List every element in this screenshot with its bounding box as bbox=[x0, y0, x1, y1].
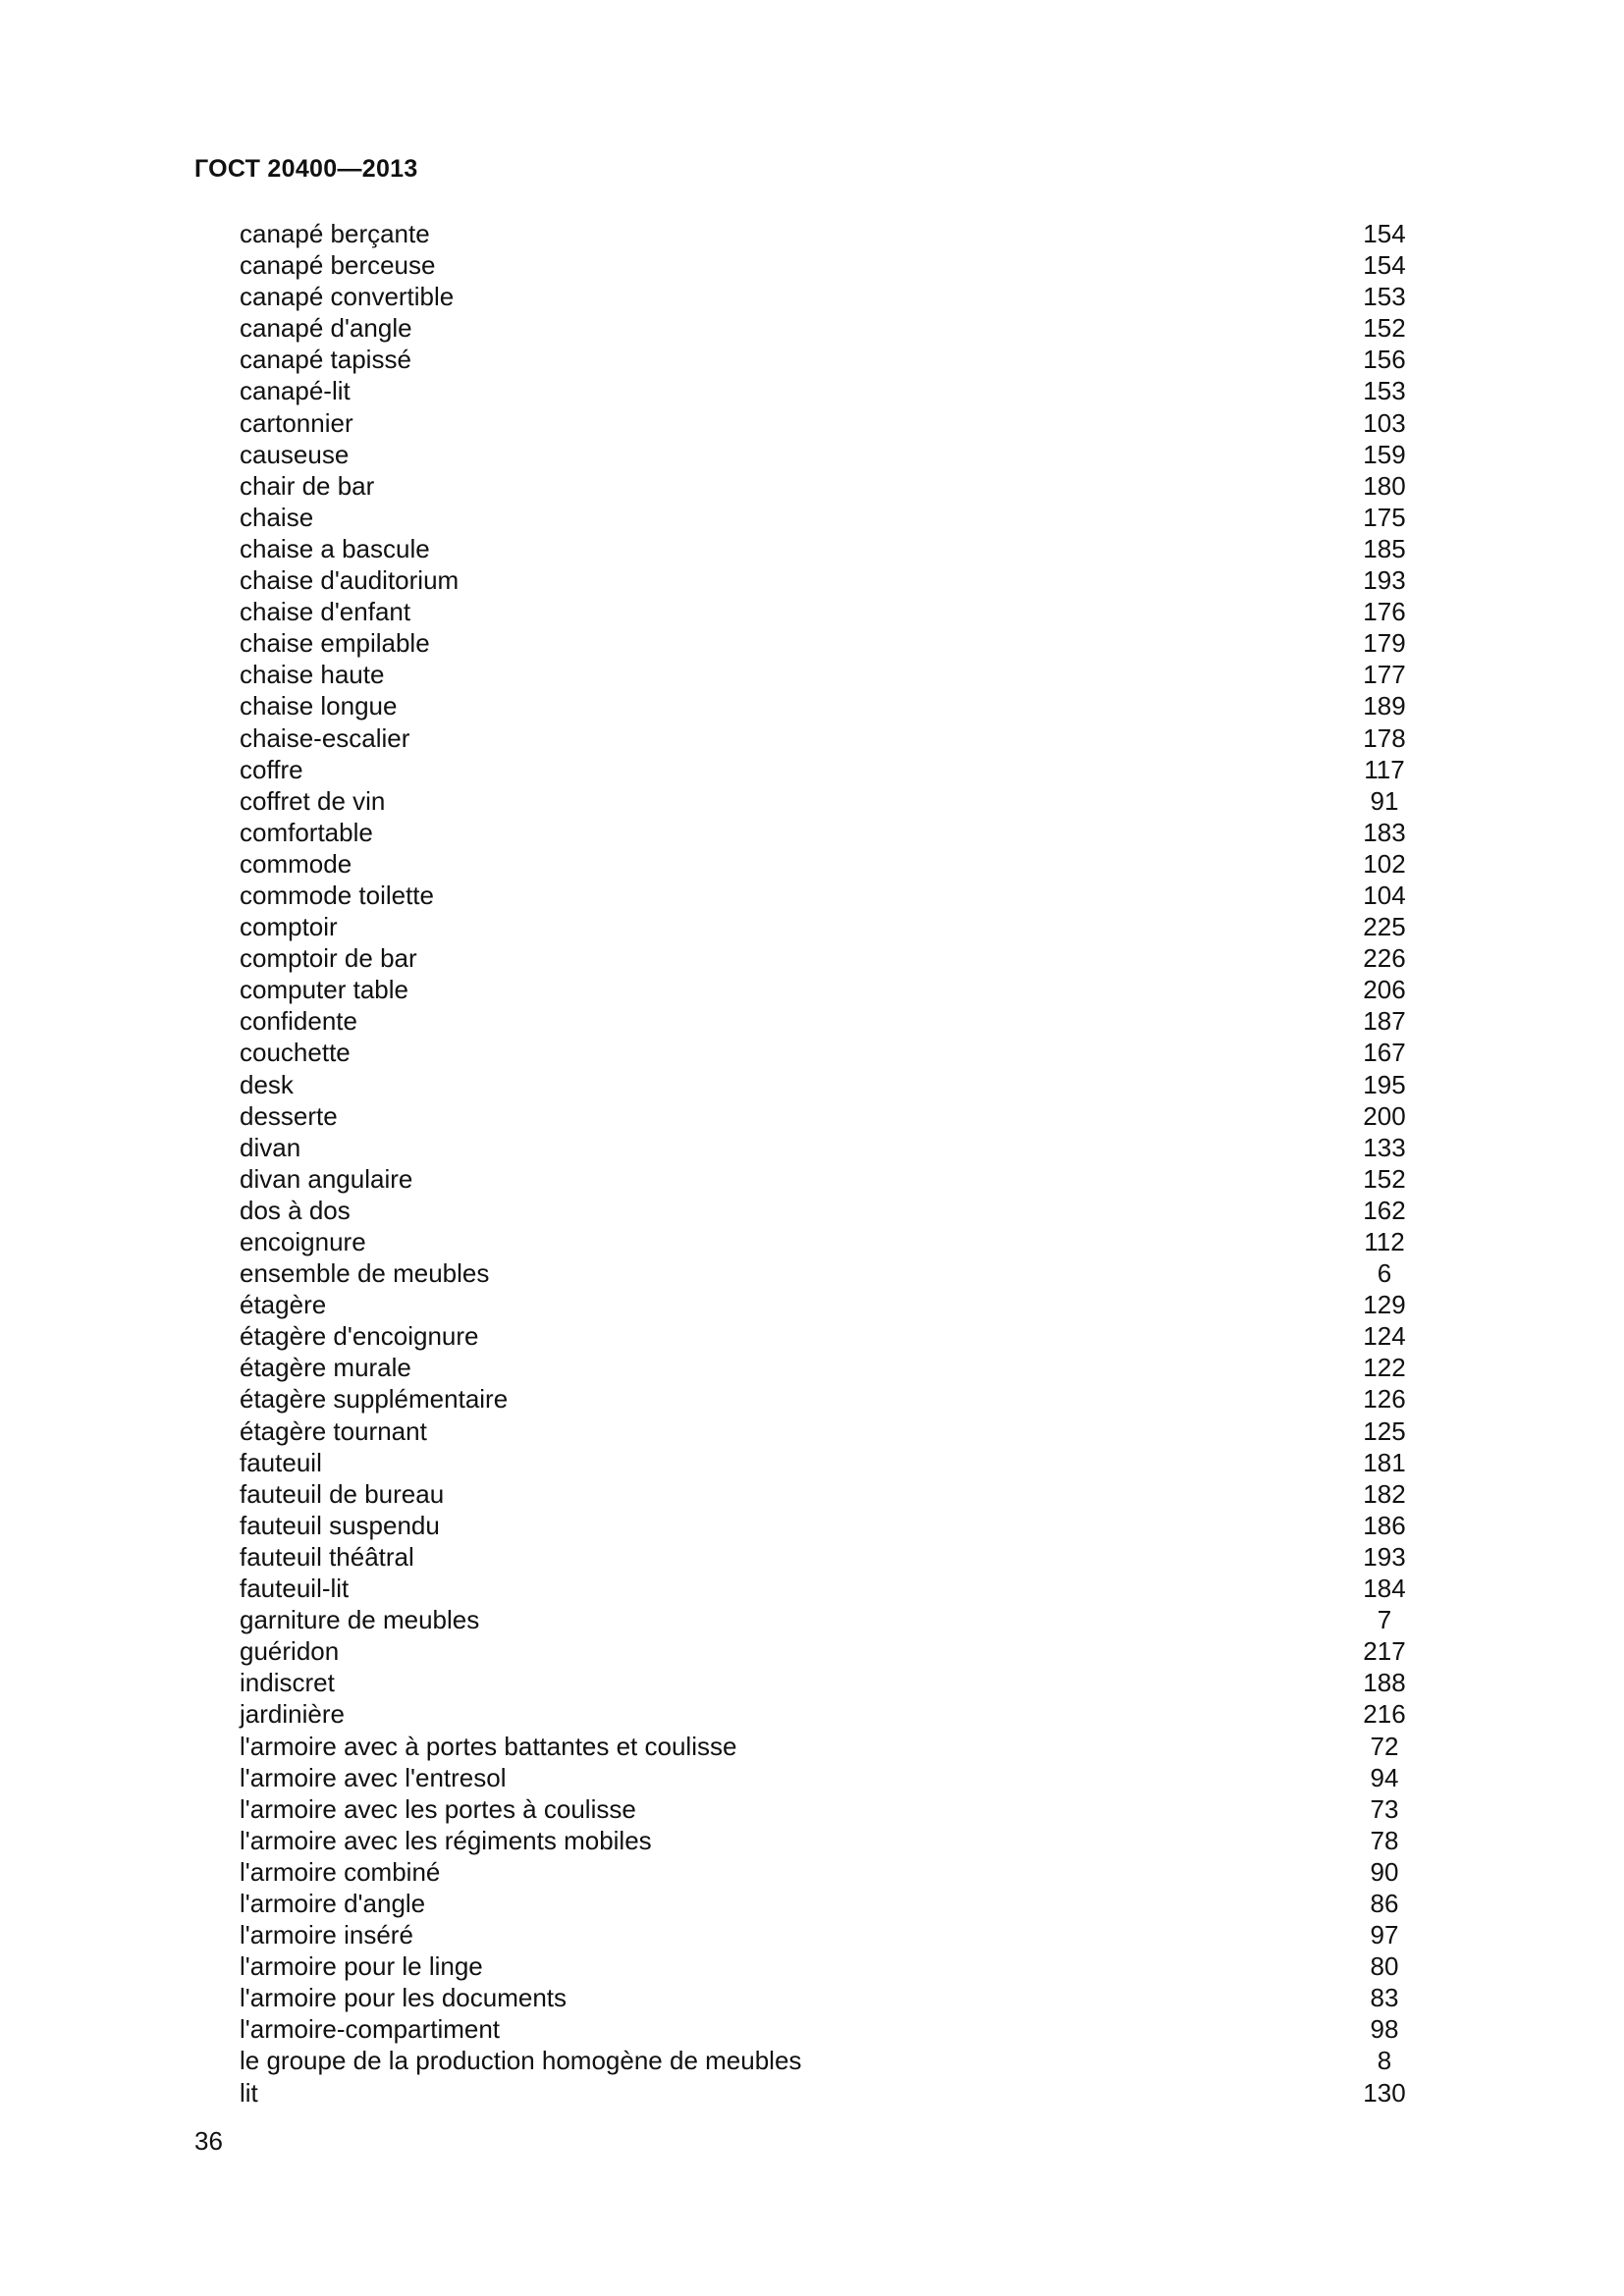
index-term: indiscret bbox=[240, 1668, 335, 1698]
index-number: 91 bbox=[1370, 785, 1399, 816]
index-entry bbox=[240, 1667, 1406, 1698]
index-term: causeuse bbox=[240, 439, 350, 469]
index-number: 175 bbox=[1363, 502, 1406, 532]
index-term: chaise-escalier bbox=[240, 722, 410, 753]
index-number: 83 bbox=[1370, 1983, 1399, 2013]
index-number: 217 bbox=[1363, 1636, 1406, 1667]
index-entry bbox=[240, 1919, 1398, 1950]
index-term: chaise bbox=[240, 502, 314, 532]
index-number: 6 bbox=[1377, 1258, 1392, 1289]
index-term: l'armoire avec à portes battantes et coulisse bbox=[240, 1731, 737, 1761]
index-number: 94 bbox=[1370, 1762, 1399, 1792]
index-entry bbox=[240, 2077, 1406, 2109]
index-number: 8 bbox=[1377, 2046, 1392, 2076]
index-entry bbox=[240, 1698, 1406, 1730]
index-entry bbox=[240, 249, 1406, 281]
index-entry bbox=[240, 1226, 1405, 1257]
index-term: l'armoire avec l'entresol bbox=[240, 1762, 507, 1792]
index-number: 156 bbox=[1363, 345, 1406, 375]
index-term: coffret de vin bbox=[240, 785, 386, 816]
index-number: 73 bbox=[1370, 1793, 1399, 1824]
index-term: desk bbox=[240, 1069, 294, 1099]
index-term: comptoir de bar bbox=[240, 943, 417, 974]
index-entry bbox=[240, 627, 1406, 659]
index-number: 154 bbox=[1363, 250, 1406, 281]
index-term: chaise empilable bbox=[240, 628, 430, 659]
index-number: 129 bbox=[1363, 1290, 1406, 1320]
index-term: canapé berçante bbox=[240, 219, 430, 248]
index-entry bbox=[240, 1856, 1398, 1888]
index-term: divan angulaire bbox=[240, 1163, 413, 1194]
index-number: 133 bbox=[1363, 1132, 1406, 1162]
index-entry bbox=[240, 1793, 1398, 1825]
index-entry bbox=[240, 1762, 1398, 1793]
index-number: 184 bbox=[1363, 1574, 1406, 1604]
index-entry bbox=[240, 502, 1406, 533]
index-term: chaise d'enfant bbox=[240, 597, 411, 627]
index-entry bbox=[240, 1447, 1406, 1478]
index-number: 153 bbox=[1363, 376, 1406, 406]
index-number: 185 bbox=[1363, 533, 1406, 563]
index-number: 206 bbox=[1363, 975, 1406, 1005]
index-entry bbox=[240, 1825, 1398, 1856]
index-entry bbox=[240, 1604, 1398, 1635]
index-number: 98 bbox=[1370, 2014, 1399, 2045]
index-term: canapé tapissé bbox=[240, 345, 411, 375]
index-entry bbox=[240, 470, 1406, 502]
index-entry bbox=[240, 754, 1405, 785]
index-term: canapé d'angle bbox=[240, 313, 412, 344]
index-term: chaise d'auditorium bbox=[240, 565, 460, 596]
index-number: 124 bbox=[1363, 1321, 1406, 1352]
index-number: 86 bbox=[1370, 1888, 1399, 1918]
index-number: 154 bbox=[1363, 219, 1406, 248]
index-entry bbox=[240, 974, 1406, 1005]
index-number: 195 bbox=[1363, 1069, 1406, 1099]
index-entry bbox=[240, 785, 1398, 817]
index-term: fauteuil de bureau bbox=[240, 1478, 445, 1509]
index-entry bbox=[240, 1005, 1406, 1037]
index-term: fauteuil-lit bbox=[240, 1574, 350, 1604]
index-term: desserte bbox=[240, 1100, 338, 1131]
index-entry bbox=[240, 344, 1406, 375]
index-number: 226 bbox=[1363, 943, 1406, 974]
index-term: l'armoire pour le linge bbox=[240, 1951, 483, 1982]
index-term: garniture de meubles bbox=[240, 1605, 480, 1635]
index-number: 180 bbox=[1363, 470, 1406, 501]
index-number: 80 bbox=[1370, 1951, 1399, 1982]
index-number: 112 bbox=[1364, 1227, 1405, 1256]
index-entry bbox=[240, 596, 1406, 627]
index-term: comfortable bbox=[240, 817, 373, 847]
index-term: commode toilette bbox=[240, 880, 434, 910]
index-entry bbox=[240, 2045, 1398, 2076]
index-number: 159 bbox=[1363, 439, 1406, 469]
index-term: encoignure bbox=[240, 1227, 366, 1256]
index-term: lit bbox=[240, 2077, 258, 2108]
index-number: 103 bbox=[1363, 407, 1406, 438]
index-number: 126 bbox=[1363, 1384, 1406, 1415]
index-entry bbox=[240, 722, 1406, 754]
index-entry bbox=[240, 1383, 1406, 1415]
index-number: 152 bbox=[1363, 313, 1406, 344]
index-entry bbox=[240, 848, 1406, 880]
index-entry bbox=[240, 2013, 1398, 2045]
index-entry bbox=[240, 1541, 1406, 1573]
index-entry bbox=[240, 312, 1406, 344]
index-entry bbox=[240, 911, 1406, 942]
index-number: 183 bbox=[1363, 817, 1406, 847]
index-entry bbox=[240, 1478, 1406, 1510]
index-entry bbox=[240, 1100, 1406, 1132]
index-number: 176 bbox=[1363, 597, 1406, 627]
index-entry bbox=[240, 1635, 1406, 1667]
index-number: 122 bbox=[1363, 1353, 1406, 1383]
index-number: 90 bbox=[1370, 1856, 1399, 1887]
index-term: canapé-lit bbox=[240, 376, 351, 406]
index-number: 104 bbox=[1363, 880, 1406, 910]
index-number: 182 bbox=[1363, 1478, 1406, 1509]
index-term: l'armoire inséré bbox=[240, 1920, 413, 1950]
index-number: 102 bbox=[1363, 848, 1406, 879]
index-term: comptoir bbox=[240, 912, 338, 942]
index-number: 177 bbox=[1363, 660, 1406, 690]
index-term: l'armoire avec les portes à coulisse bbox=[240, 1793, 636, 1824]
index-entry bbox=[240, 659, 1406, 690]
index-term: étagère murale bbox=[240, 1353, 411, 1383]
index-entry bbox=[240, 1320, 1406, 1352]
index-term: confidente bbox=[240, 1006, 357, 1037]
index-term: divan bbox=[240, 1132, 301, 1162]
index-term: canapé convertible bbox=[240, 282, 455, 312]
index-term: chaise haute bbox=[240, 660, 385, 690]
index-term: étagère d'encoignure bbox=[240, 1321, 479, 1352]
index-entry bbox=[240, 218, 1406, 249]
index-number: 153 bbox=[1363, 282, 1406, 312]
index-entry bbox=[240, 439, 1406, 470]
index-entry bbox=[240, 564, 1406, 596]
index-term: étagère supplémentaire bbox=[240, 1384, 509, 1415]
index-number: 187 bbox=[1363, 1006, 1406, 1037]
index-number: 130 bbox=[1363, 2077, 1406, 2108]
index-entry bbox=[240, 375, 1406, 406]
index-entry bbox=[240, 533, 1406, 564]
index-entry bbox=[240, 1731, 1398, 1762]
index-entry bbox=[240, 690, 1406, 721]
index-number: 193 bbox=[1363, 565, 1406, 596]
index-number: 193 bbox=[1363, 1541, 1406, 1572]
index-term: guéridon bbox=[240, 1636, 340, 1667]
index-number: 181 bbox=[1363, 1447, 1406, 1477]
index-entry bbox=[240, 1132, 1406, 1163]
index-entry bbox=[240, 1037, 1406, 1068]
index-term: cartonnier bbox=[240, 407, 353, 438]
index-number: 200 bbox=[1363, 1100, 1406, 1131]
index-term: canapé berceuse bbox=[240, 250, 436, 281]
index-term: l'armoire pour les documents bbox=[240, 1983, 567, 2013]
index-term: coffre bbox=[240, 754, 303, 784]
index-entry bbox=[240, 1257, 1398, 1289]
index-term: commode bbox=[240, 848, 352, 879]
index-number: 189 bbox=[1363, 691, 1406, 721]
index-term: le groupe de la production homogène de meubles bbox=[240, 2046, 802, 2076]
index-number: 188 bbox=[1363, 1668, 1406, 1698]
index-entry bbox=[240, 1289, 1406, 1320]
index-term: fauteuil bbox=[240, 1447, 322, 1477]
index-entry bbox=[240, 1163, 1406, 1195]
index-entry bbox=[240, 942, 1406, 974]
index-term: fauteuil suspendu bbox=[240, 1510, 440, 1540]
index-term: étagère bbox=[240, 1290, 327, 1320]
index-number: 186 bbox=[1363, 1510, 1406, 1540]
index-term: chaise a bascule bbox=[240, 533, 430, 563]
index-list bbox=[240, 218, 1406, 2109]
index-entry bbox=[240, 880, 1406, 911]
index-term: l'armoire d'angle bbox=[240, 1888, 426, 1918]
index-number: 162 bbox=[1363, 1195, 1406, 1225]
index-term: ensemble de meubles bbox=[240, 1258, 490, 1289]
index-term: fauteuil théâtral bbox=[240, 1541, 414, 1572]
index-term: l'armoire avec les régiments mobiles bbox=[240, 1825, 652, 1855]
index-entry bbox=[240, 1415, 1406, 1447]
index-number: 7 bbox=[1377, 1605, 1392, 1635]
index-entry bbox=[240, 1195, 1406, 1226]
index-term: jardinière bbox=[240, 1699, 345, 1730]
index-number: 167 bbox=[1363, 1038, 1406, 1068]
index-entry bbox=[240, 817, 1406, 848]
index-entry bbox=[240, 281, 1406, 312]
index-term: étagère tournant bbox=[240, 1415, 427, 1446]
index-entry bbox=[240, 407, 1406, 439]
index-number: 216 bbox=[1363, 1699, 1406, 1730]
index-term: chair de bar bbox=[240, 470, 375, 501]
index-term: l'armoire-compartiment bbox=[240, 2014, 501, 2045]
index-term: computer table bbox=[240, 975, 408, 1005]
index-number: 178 bbox=[1363, 722, 1406, 753]
index-number: 72 bbox=[1370, 1731, 1399, 1761]
index-number: 117 bbox=[1364, 754, 1405, 784]
index-entry bbox=[240, 1950, 1398, 1982]
index-entry bbox=[240, 1888, 1398, 1919]
document-header: ГОСТ 20400—2013 bbox=[194, 155, 418, 183]
index-term: chaise longue bbox=[240, 691, 398, 721]
index-entry bbox=[240, 1982, 1398, 2013]
index-term: l'armoire combiné bbox=[240, 1856, 441, 1887]
index-entry bbox=[240, 1352, 1406, 1383]
index-number: 125 bbox=[1363, 1415, 1406, 1446]
index-term: couchette bbox=[240, 1038, 351, 1068]
index-number: 78 bbox=[1370, 1825, 1399, 1855]
index-entry bbox=[240, 1069, 1406, 1100]
index-entry bbox=[240, 1573, 1406, 1604]
index-number: 97 bbox=[1370, 1920, 1399, 1950]
index-number: 225 bbox=[1363, 912, 1406, 942]
index-term: dos à dos bbox=[240, 1195, 351, 1225]
index-number: 179 bbox=[1363, 628, 1406, 659]
page-number: 36 bbox=[194, 2126, 223, 2156]
index-number: 152 bbox=[1363, 1163, 1406, 1194]
index-entry bbox=[240, 1510, 1406, 1541]
